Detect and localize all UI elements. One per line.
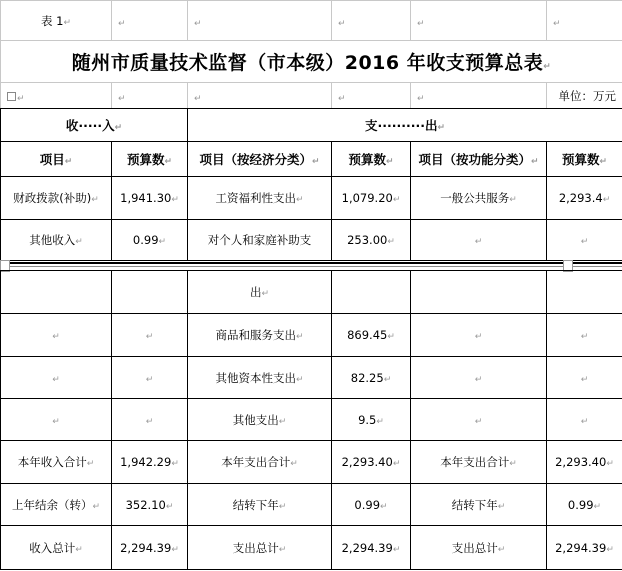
income-item: 财政拨款(补助)↵ [1,177,112,220]
checkbox-icon [7,92,16,101]
econ-value: 2,293.40↵ [332,441,411,484]
unit-cell [547,83,622,109]
func-item: ↵ [411,357,547,399]
econ-item: 其他支出↵ [188,399,332,441]
table-row [1,220,622,261]
income-value: ↵ [112,357,188,399]
header-grid: 表 1↵ ↵ ↵ ↵ ↵ ↵ 随州市质量技术监督（市本级）2016 年收支预算总表↵ ↵ ↵ ↵ ↵ ↵ 单位：万元 [0,0,622,109]
econ-item: 支出总计↵ [188,526,332,570]
econ-value: 869.45↵ [332,314,411,357]
income-value: 352.10↵ [112,484,188,526]
column-header: 项目（按经济分类）↵ [188,142,332,177]
func-value: ↵ [547,314,622,357]
table-row [1,314,622,357]
income-value: 2,294.39↵ [112,526,188,570]
table-row [1,484,622,526]
econ-item-continued: 出↵ [188,271,332,314]
econ-value: 9.5↵ [332,399,411,441]
income-item: 收入总计↵ [1,526,112,570]
func-item [411,271,547,314]
table-row [1,399,622,441]
income-item: ↵ [1,399,112,441]
expense-header: 支··········出↵ [188,109,622,142]
income-header: 收·····入↵ [1,109,188,142]
income-value: 1,941.30↵ [112,177,188,220]
econ-value [332,271,411,314]
title-cell: 随州市质量技术监督（市本级）2016 年收支预算总表↵ [1,41,622,83]
econ-item: 结转下年↵ [188,484,332,526]
econ-value: 0.99↵ [332,484,411,526]
income-item [1,271,112,314]
page-break-line [0,262,622,264]
checkbox-cell: ↵ [1,83,112,109]
econ-value: 82.25↵ [332,357,411,399]
econ-item: 工资福利性支出↵ [188,177,332,220]
column-header: 项目（按功能分类）↵ [411,142,547,177]
func-value: 2,293.4↵ [547,177,622,220]
func-value: 2,294.39↵ [547,526,622,570]
table-row [1,441,622,484]
table-row [1,271,622,314]
income-value: 1,942.29↵ [112,441,188,484]
page-title: 随州市质量技术监督（市本级）2016 年收支预算总表 [71,52,544,74]
income-value: ↵ [112,399,188,441]
table-caption: 表 1 [40,13,64,28]
econ-value: 253.00↵ [332,220,411,261]
func-item: ↵ [411,314,547,357]
econ-item: 本年支出合计↵ [188,441,332,484]
econ-value: 1,079.20↵ [332,177,411,220]
column-header: 项目↵ [1,142,112,177]
income-item: ↵ [1,357,112,399]
table-row [1,177,622,220]
func-value: 0.99↵ [547,484,622,526]
func-item: 一般公共服务↵ [411,177,547,220]
func-item: 结转下年↵ [411,484,547,526]
func-value: ↵ [547,399,622,441]
income-item: 本年收入合计↵ [1,441,112,484]
econ-item: 商品和服务支出↵ [188,314,332,357]
func-item: 支出总计↵ [411,526,547,570]
column-header: 预算数↵ [332,142,411,177]
table-row [1,357,622,399]
func-item: ↵ [411,399,547,441]
budget-table-bottom [0,270,622,570]
income-value: ↵ [112,314,188,357]
income-value: 0.99↵ [112,220,188,261]
column-header: 预算数↵ [112,142,188,177]
func-value [547,271,622,314]
econ-item: 其他资本性支出↵ [188,357,332,399]
budget-table-top [0,108,622,261]
table-row [1,526,622,570]
caption-cell: 表 1↵ [1,1,112,41]
func-value: ↵ [547,357,622,399]
func-item: 本年支出合计↵ [411,441,547,484]
page-break-shadow [0,266,622,267]
econ-value: 2,294.39↵ [332,526,411,570]
income-value [112,271,188,314]
column-header: 预算数↵ [547,142,622,177]
func-value: ↵ [547,220,622,261]
func-item: ↵ [411,220,547,261]
income-item: 上年结余（转）↵ [1,484,112,526]
econ-item: 对个人和家庭补助支 [188,220,332,261]
income-item: ↵ [1,314,112,357]
income-item: 其他收入↵ [1,220,112,261]
unit-label: 单位：万元 [558,88,616,103]
func-value: 2,293.40↵ [547,441,622,484]
